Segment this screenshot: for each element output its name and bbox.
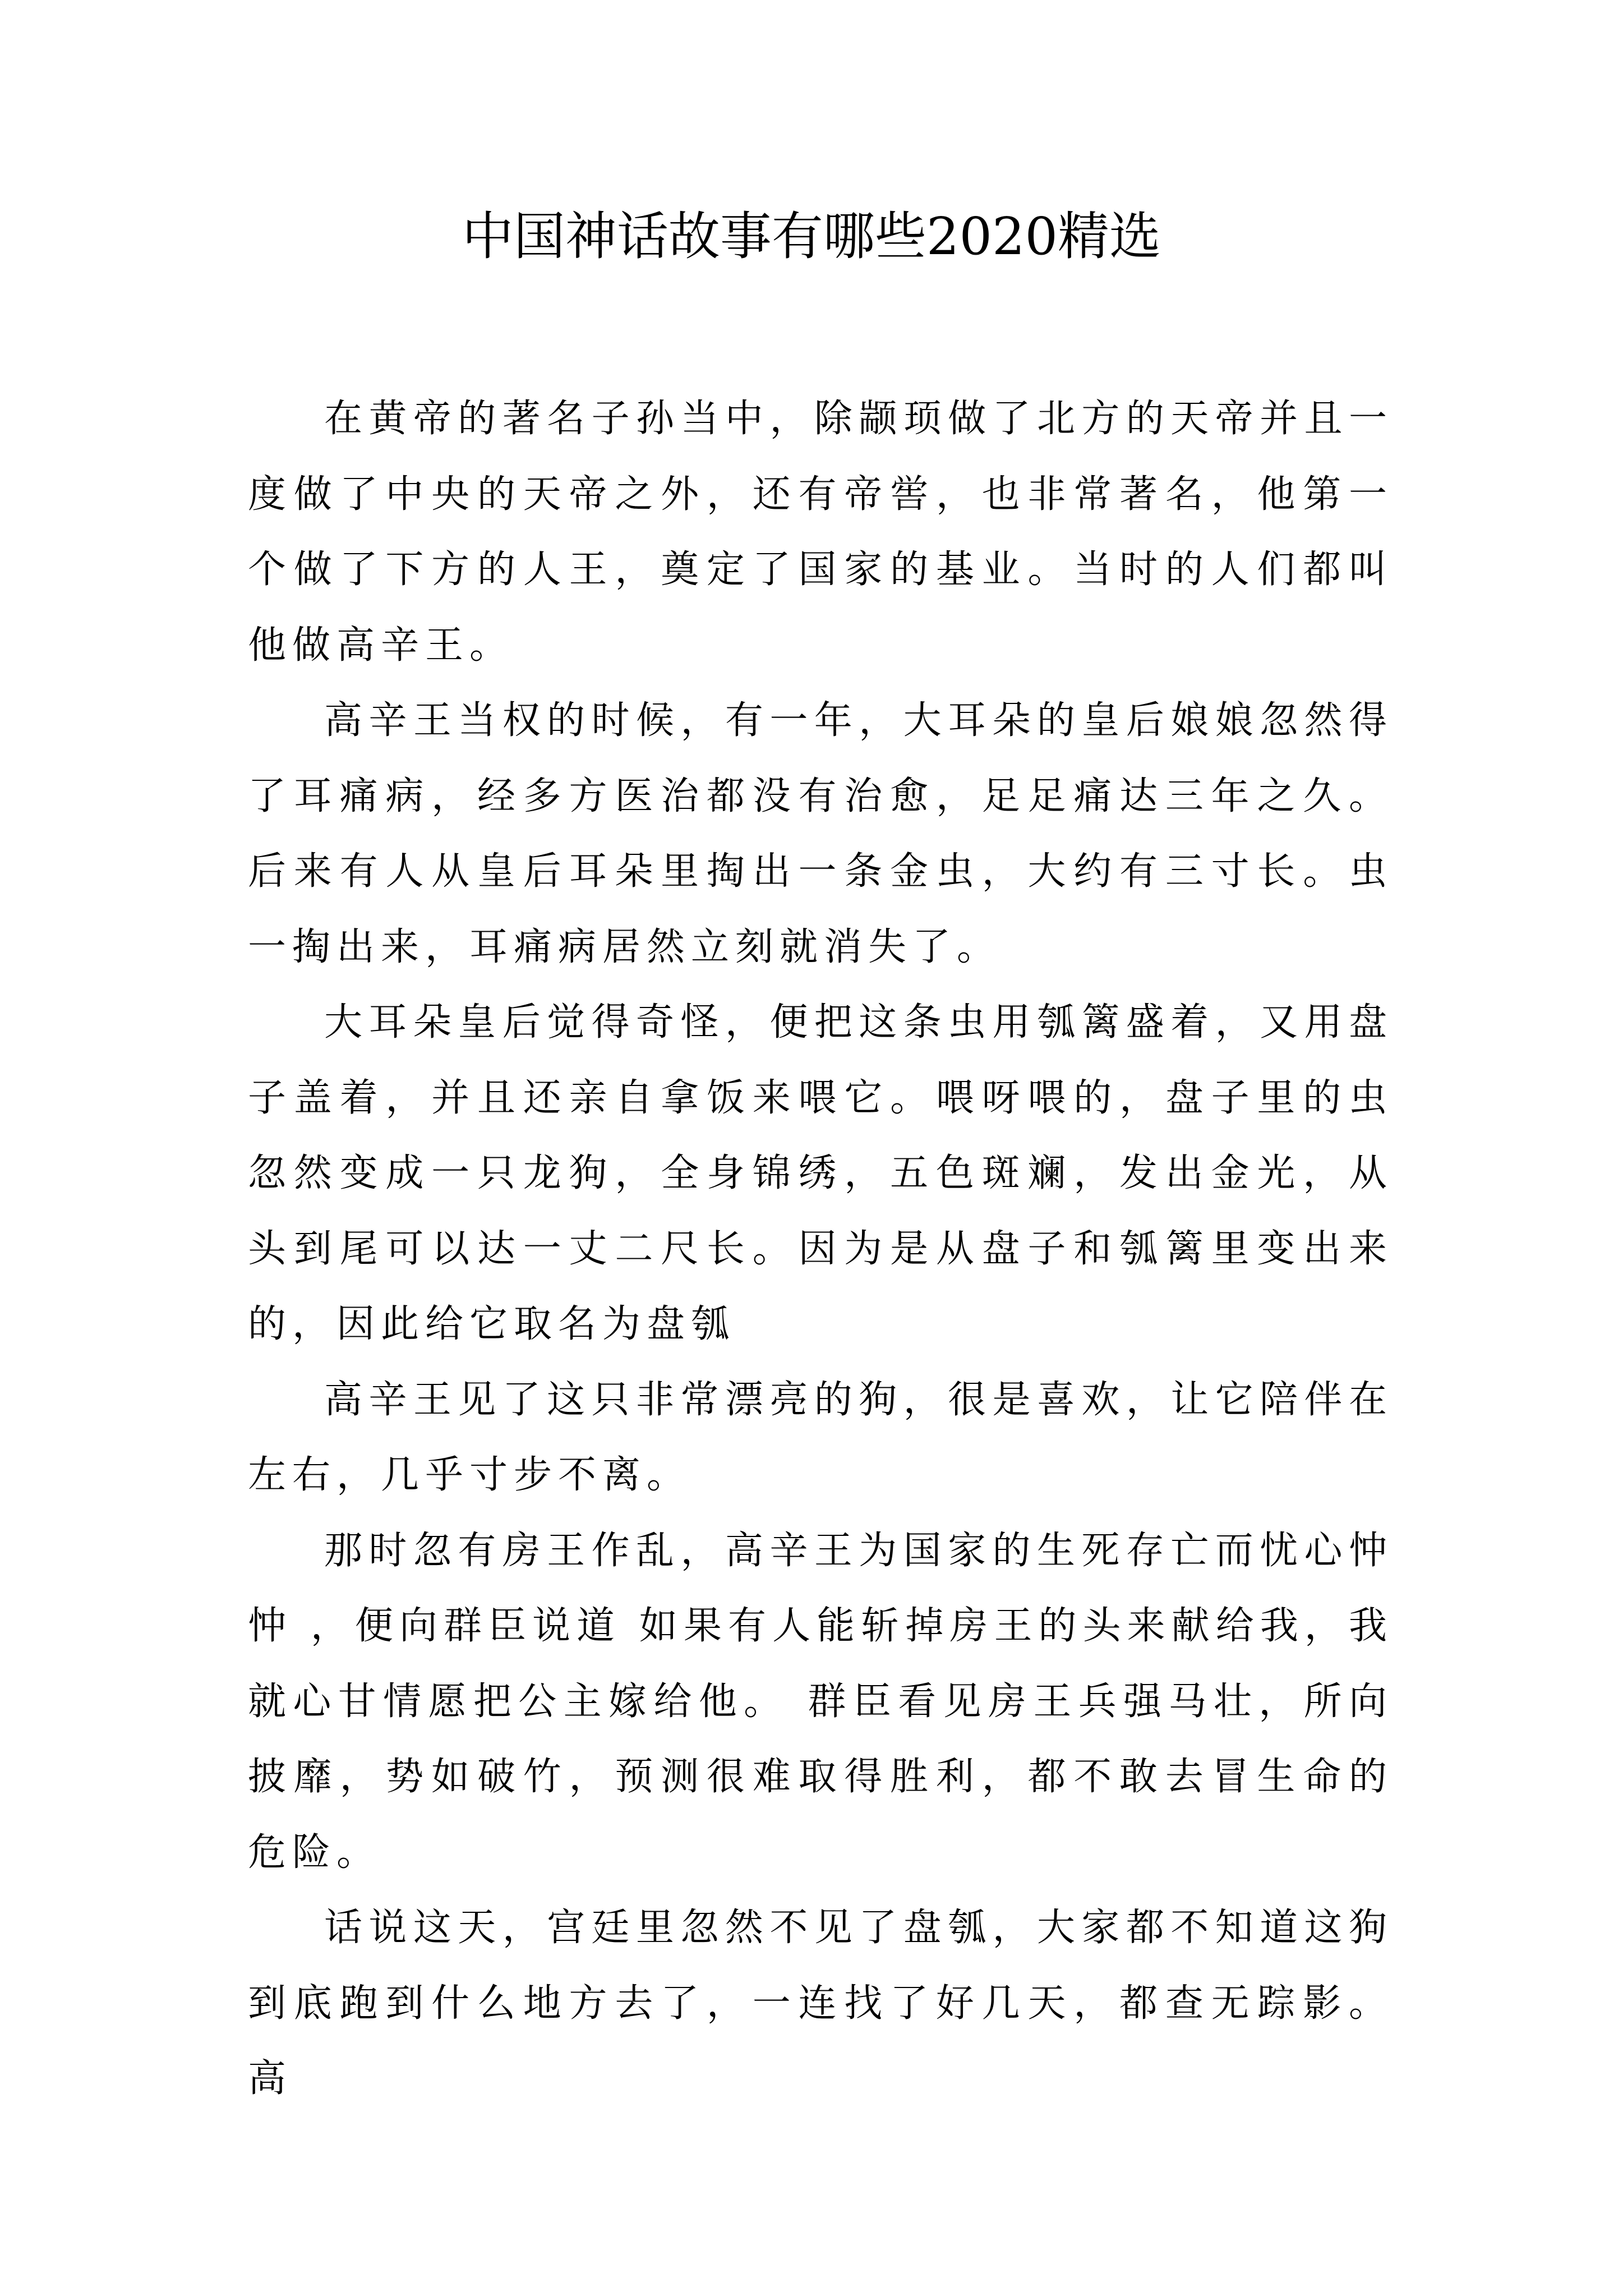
paragraph: 高辛王当权的时候，有一年，大耳朵的皇后娘娘忽然得了耳痛病，经多方医治都没有治愈，足足痛达三年之久。后来有人从皇后耳朵里掏出一条金虫，大约有三寸长。虫一掏出来，耳痛病居然立刻就消失了。	[248, 698, 1393, 969]
paragraph: 那时忽有房王作乱，高辛王为国家的生死存亡而忧心忡忡 ，便向群臣说道 如果有人能斩掉房王的头来献给我，我就心甘情愿把公主嫁给他。 群臣看见房王兵强马壮，所向披靡，势如破竹，预测很难取得胜利，都不敢去冒生命的危险。	[248, 1528, 1393, 1875]
paragraph: 话说这天，宫廷里忽然不见了盘瓠，大家都不知道这狗到底跑到什么地方去了，一连找了好几天，都查无踪影。高	[248, 1906, 1393, 2101]
paragraph: 高辛王见了这只非常漂亮的狗，很是喜欢，让它陪伴在左右，几乎寸步不离。	[248, 1377, 1393, 1497]
paragraph: 大耳朵皇后觉得奇怪，便把这条虫用瓠篱盛着，又用盘子盖着，并且还亲自拿饭来喂它。喂呀喂的，盘子里的虫忽然变成一只龙狗，全身锦绣，五色斑斓，发出金光，从头到尾可以达一丈二尺长。因为是从盘子和瓠篱里变出来的，因此给它取名为盘瓠	[248, 1000, 1393, 1346]
paragraph: 在黄帝的著名子孙当中，除颛顼做了北方的天帝并且一度做了中央的天帝之外，还有帝喾，也非常著名，他第一个做了下方的人王，奠定了国家的基业。当时的人们都叫他做高辛王。	[248, 397, 1393, 668]
document-body	[248, 381, 1393, 2117]
document-title: 中国神话故事有哪些2020精选	[462, 206, 1161, 266]
